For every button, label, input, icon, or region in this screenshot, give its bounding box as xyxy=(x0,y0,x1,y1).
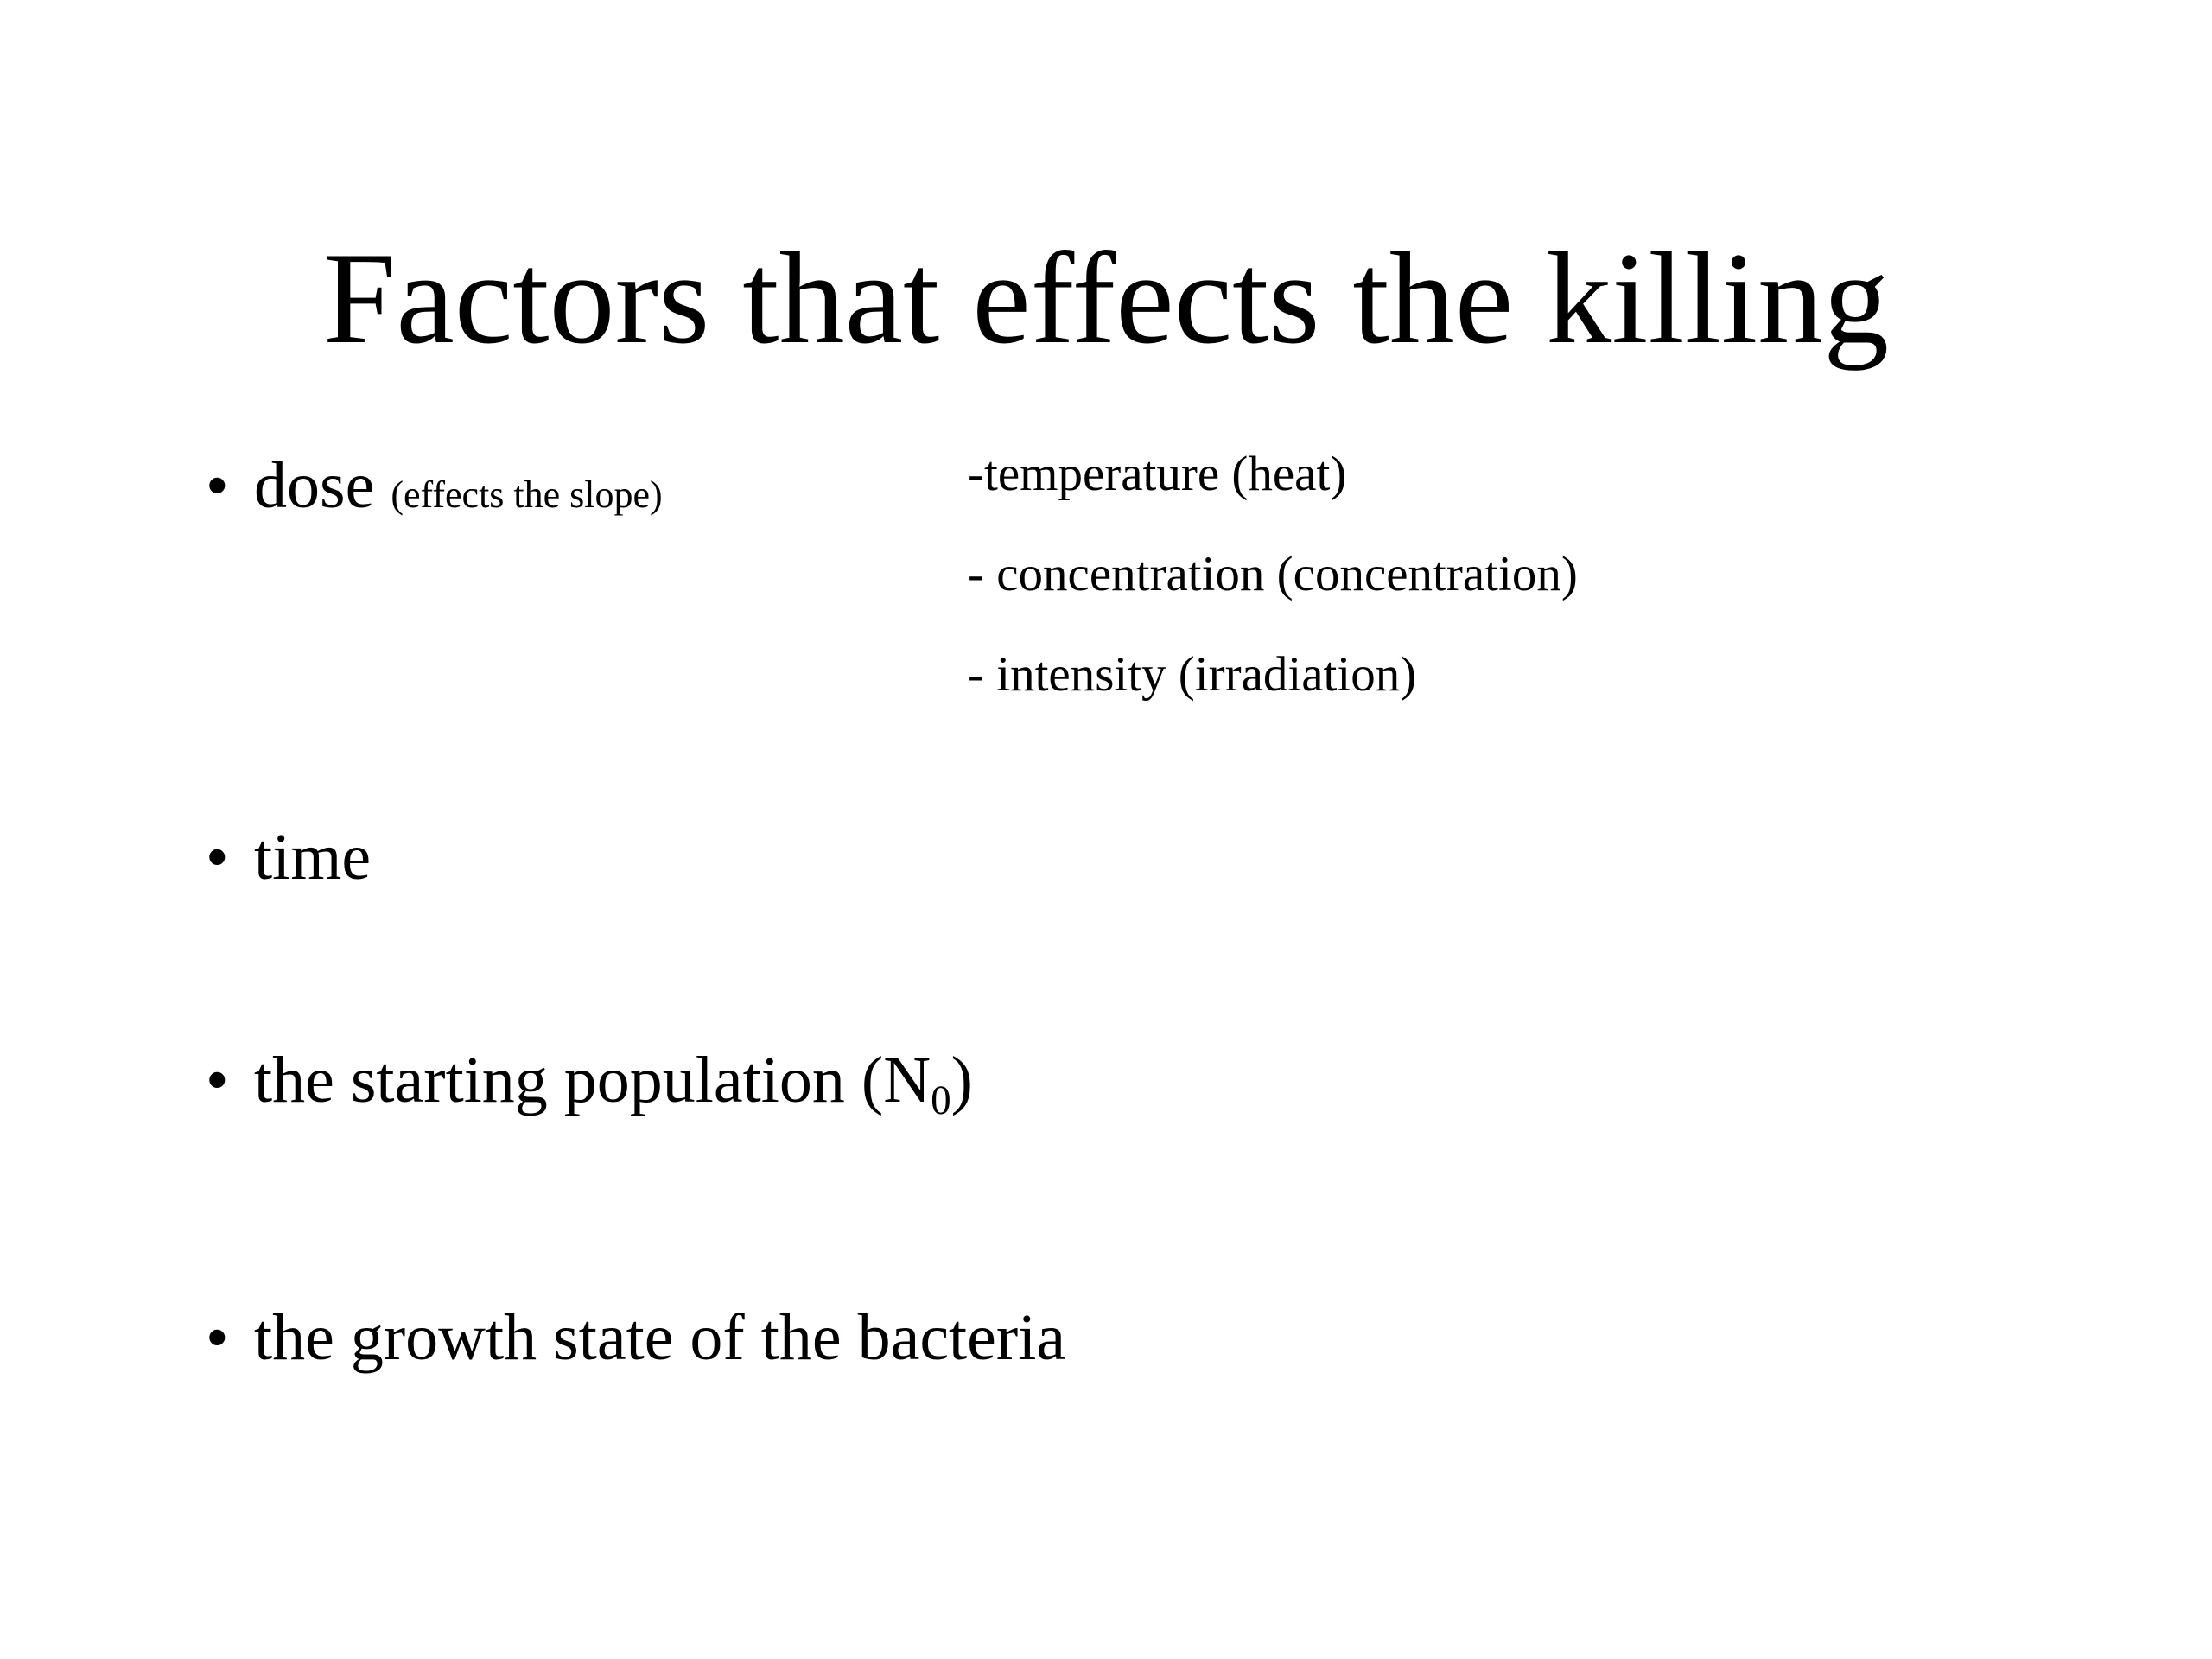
bullet-marker: • xyxy=(206,1044,229,1116)
bullet-time-text: time xyxy=(254,821,372,893)
bullet-starting-population-text: the starting population (N xyxy=(254,1044,931,1116)
bullet-marker: • xyxy=(206,821,229,893)
bullet-dose-text: dose xyxy=(254,449,375,522)
bullet-starting-population-suffix: ) xyxy=(950,1044,973,1116)
bullet-time xyxy=(206,818,371,896)
dose-factor-concentration: - concentration (concentration) xyxy=(968,547,1578,601)
dose-factor-temperature: -temperature (heat) xyxy=(968,447,1347,501)
dose-factor-intensity: - intensity (irradiation) xyxy=(968,647,1417,702)
bullet-marker: • xyxy=(206,449,229,522)
bullet-marker: • xyxy=(206,1301,229,1374)
bullet-dose-note: (effects the slope) xyxy=(391,474,663,516)
bullet-growth-state-text: the growth state of the bacteria xyxy=(254,1301,1066,1374)
n0-subscript: 0 xyxy=(931,1078,951,1124)
bullet-growth-state xyxy=(206,1299,1065,1376)
bullet-starting-population xyxy=(206,1041,973,1124)
bullet-dose xyxy=(206,447,663,534)
slide-title: Factors that effects the killing xyxy=(322,226,1890,371)
